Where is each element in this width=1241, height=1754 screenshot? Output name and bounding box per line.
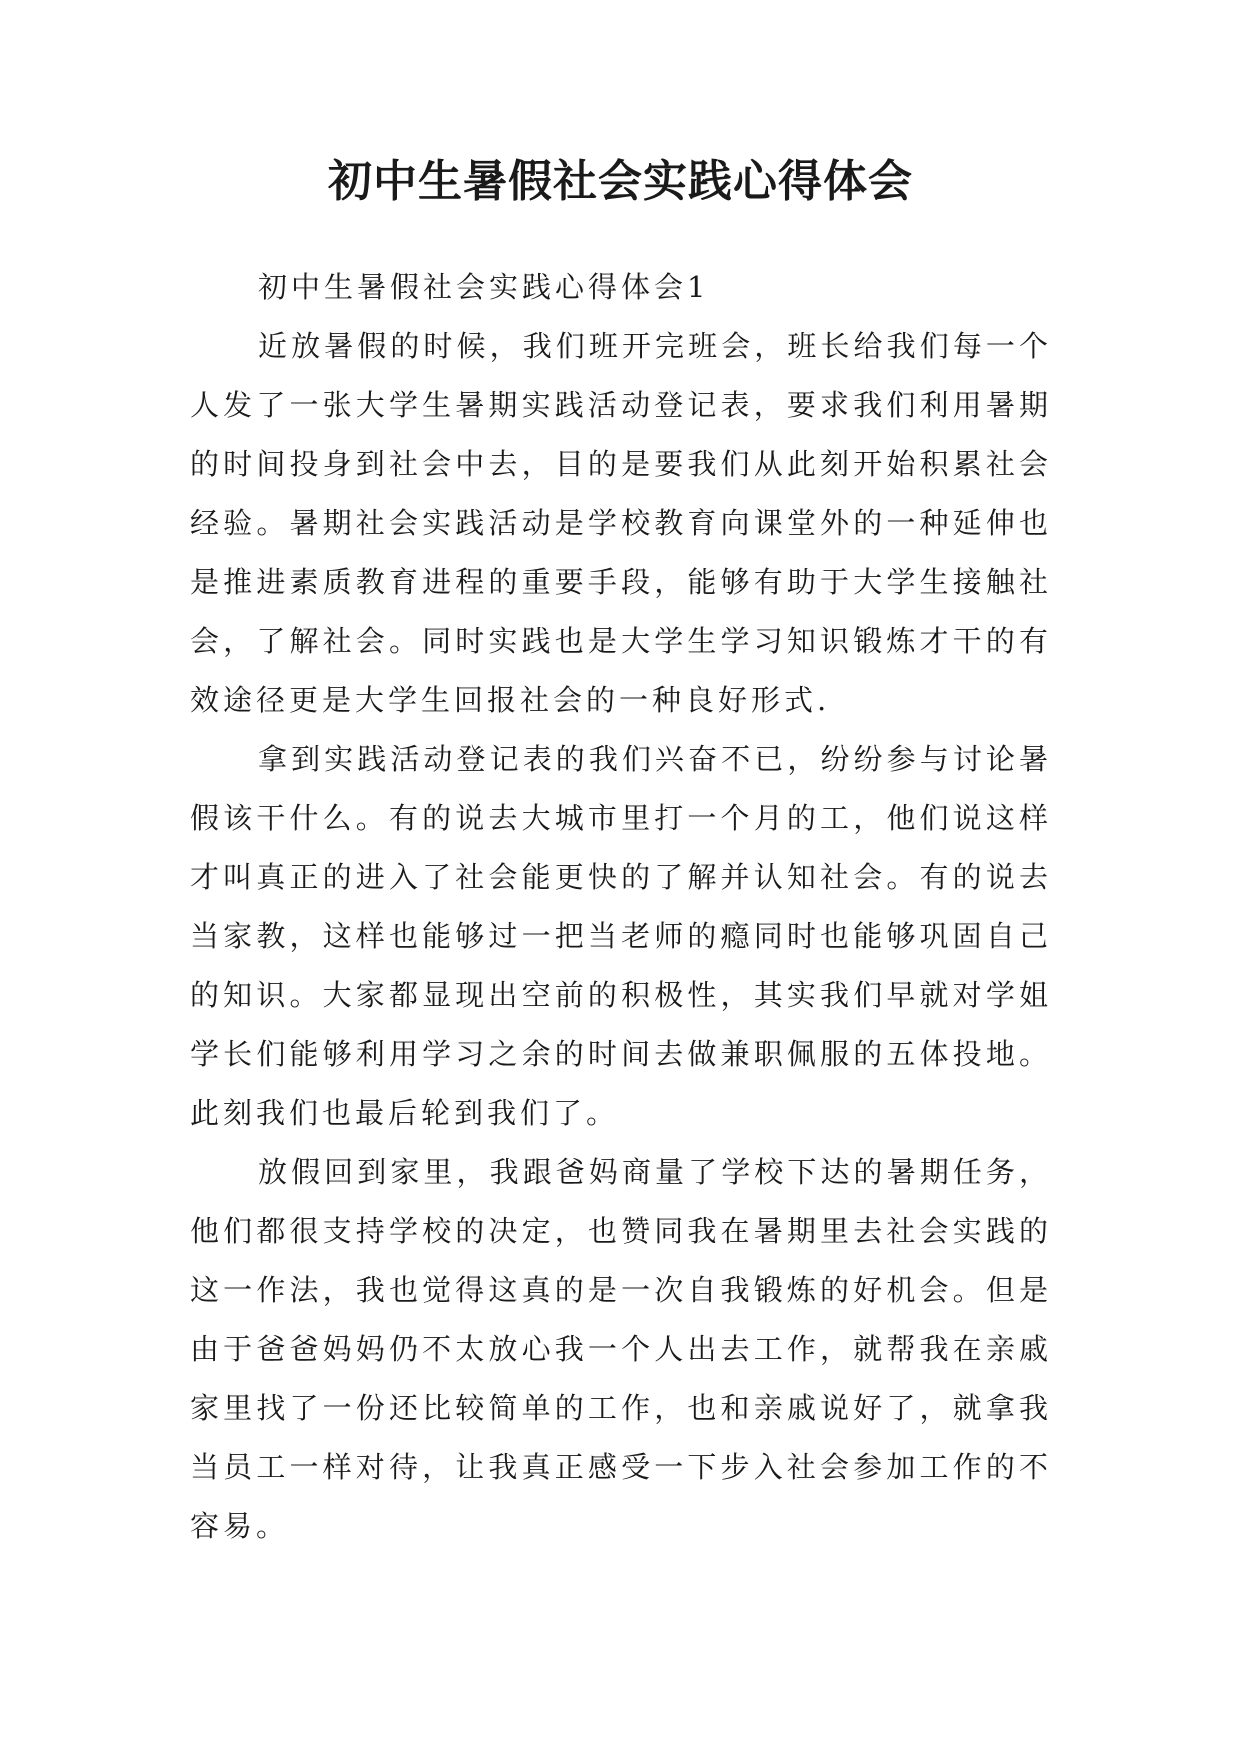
paragraph-1: 近放暑假的时候，我们班开完班会，班长给我们每一个人发了一张大学生暑期实践活动登记表，要求我们利用暑期的时间投身到社会中去，目的是要我们从此刻开始积累社会经验。暑期社会实践活动是学校教育向课堂外的一种延伸也是推进素质教育进程的重要手段，能够有助于大学生接触社会，了解社会。同时实践也是大学生学习知识锻炼才干的有效途径更是大学生回报社会的一种良好形式. [190, 329, 1052, 717]
section-heading: 初中生暑假社会实践心得体会1 [258, 270, 710, 304]
paragraph-3: 放假回到家里，我跟爸妈商量了学校下达的暑期任务，他们都很支持学校的决定，也赞同我在暑期里去社会实践的这一作法，我也觉得这真的是一次自我锻炼的好机会。但是由于爸爸妈妈仍不太放心我一个人出去工作，就帮我在亲戚家里找了一份还比较简单的工作，也和亲戚说好了，就拿我当员工一样对待，让我真正感受一下步入社会参加工作的不容易。 [190, 1155, 1052, 1543]
document-body [190, 258, 1052, 1556]
paragraph-2: 拿到实践活动登记表的我们兴奋不已，纷纷参与讨论暑假该干什么。有的说去大城市里打一个月的工，他们说这样才叫真正的进入了社会能更快的了解并认知社会。有的说去当家教，这样也能够过一把当老师的瘾同时也能够巩固自己的知识。大家都显现出空前的积极性，其实我们早就对学姐学长们能够利用学习之余的时间去做兼职佩服的五体投地。此刻我们也最后轮到我们了。 [190, 742, 1052, 1130]
document-title: 初中生暑假社会实践心得体会 [328, 156, 913, 207]
